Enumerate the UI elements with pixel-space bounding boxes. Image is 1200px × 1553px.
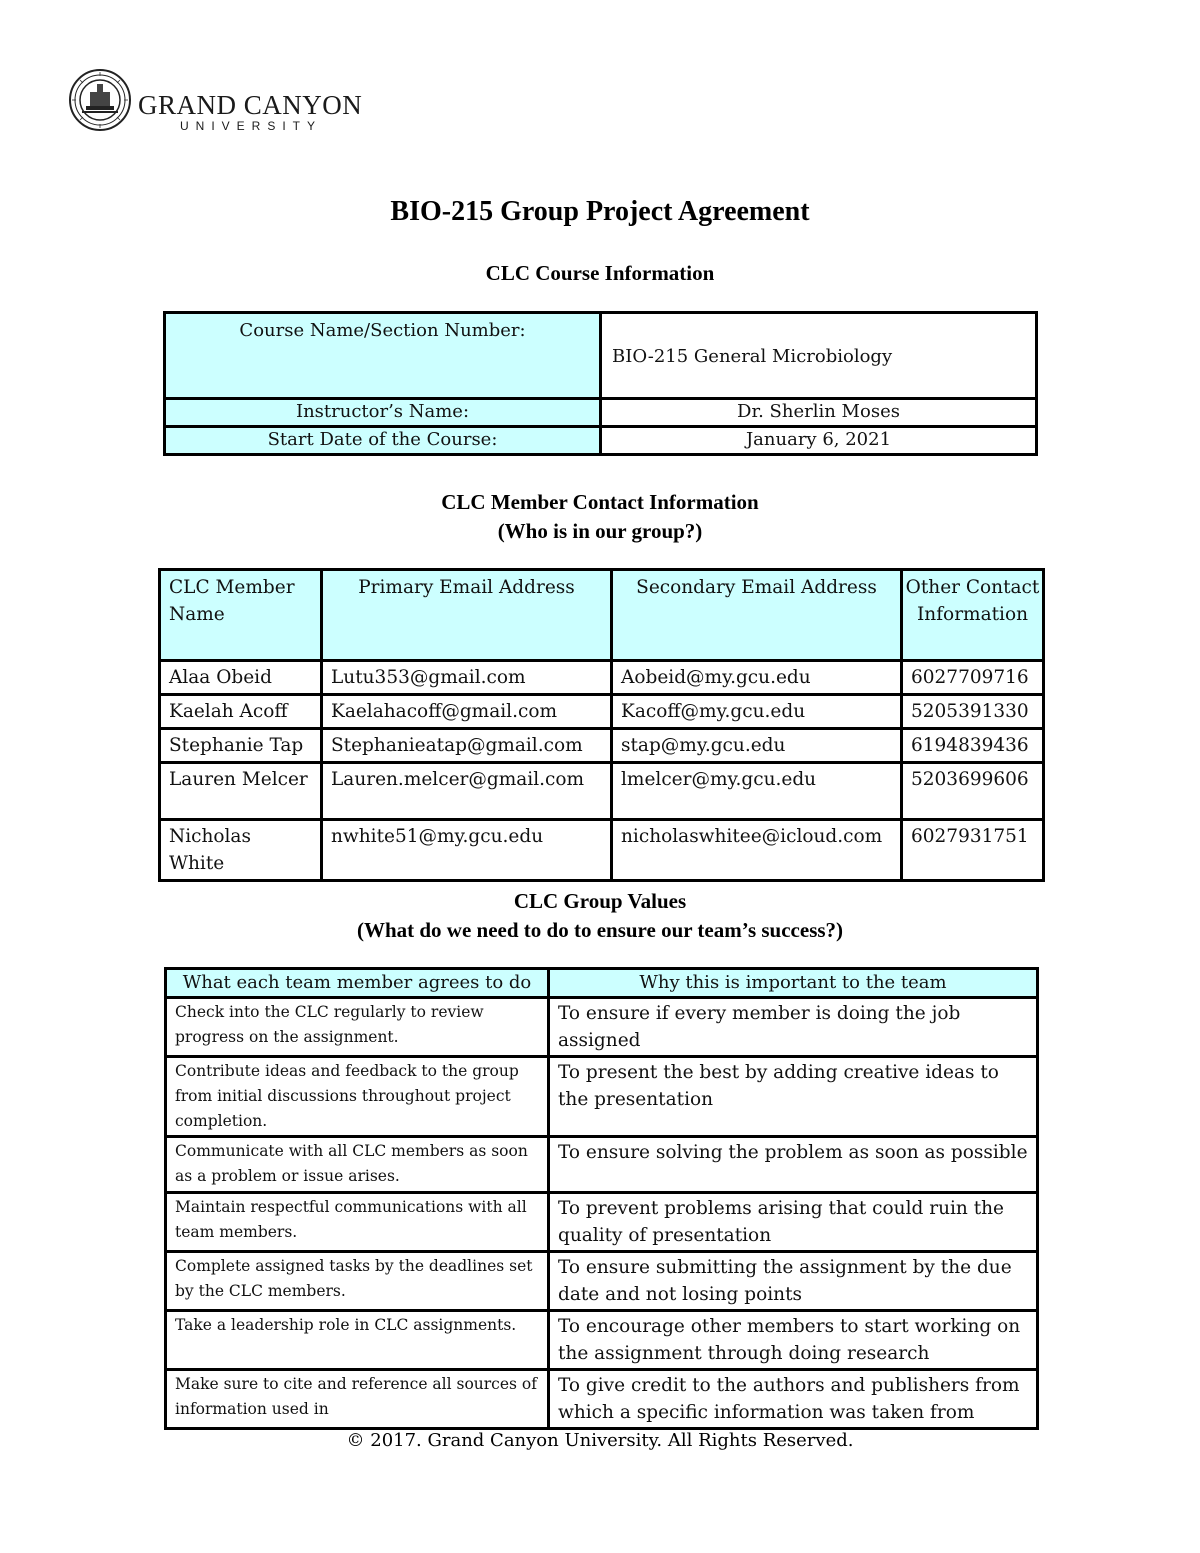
importance-text: To present the best by adding creative ideas to the presentation [549,1057,1038,1137]
member-name: Kaelah Acoff [160,695,322,729]
university-logo [68,68,363,134]
values-table-header [166,969,1038,998]
secondary-email: stap@my.gcu.edu [612,729,902,763]
table-row [160,695,1044,729]
course-info-heading: CLC Course Information [485,261,715,285]
other-contact: 6194839436 [902,729,1044,763]
member-name: Nicholas White [160,820,322,881]
column-header: Secondary Email Address [612,570,902,661]
logo-subtitle: UNIVERSITY [180,119,323,133]
table-row [160,661,1044,695]
agreement-text: Make sure to cite and reference all sources of information used in [166,1370,549,1429]
importance-text: To give credit to the authors and publishers from which a specific information was taken from [549,1370,1038,1429]
other-contact: 6027931751 [902,820,1044,881]
agreement-text: Take a leadership role in CLC assignments. [166,1311,549,1370]
table-row [160,729,1044,763]
table-row [166,1137,1038,1193]
primary-email: Kaelahacoff@gmail.com [322,695,612,729]
column-header: Other Contact Information [902,570,1044,661]
importance-text: To encourage other members to start working on the assignment through doing research [549,1311,1038,1370]
other-contact: 5205391330 [902,695,1044,729]
agreement-text: Contribute ideas and feedback to the group from initial discussions throughout project completion. [166,1057,549,1137]
group-values-heading: CLC Group Values [513,889,687,913]
table-row [166,1193,1038,1252]
document-title: BIO-215 Group Project Agreement [390,196,810,227]
member-name: Alaa Obeid [160,661,322,695]
instructor-label-cell: Instructor’s Name: [165,399,601,427]
column-header: Primary Email Address [322,570,612,661]
table-row [160,820,1044,881]
primary-email: Lauren.melcer@gmail.com [322,763,612,820]
importance-text: To prevent problems arising that could ruin the quality of presentation [549,1193,1038,1252]
agreement-text: Communicate with all CLC members as soon as a problem or issue arises. [166,1137,549,1193]
course-value-cell: BIO-215 General Microbiology [601,313,1037,399]
table-row [166,1057,1038,1137]
primary-email: Lutu353@gmail.com [322,661,612,695]
group-values-table [164,967,1039,1430]
member-info-subheading: (Who is in our group?) [497,519,703,543]
importance-text: To ensure submitting the assignment by the due date and not losing points [549,1252,1038,1311]
member-contact-table [158,568,1045,882]
table-row [166,1252,1038,1311]
group-values-subheading: (What do we need to do to ensure our team’s success?) [356,918,844,942]
column-header: What each team member agrees to do [166,969,549,998]
secondary-email: Aobeid@my.gcu.edu [612,661,902,695]
instructor-value-cell: Dr. Sherlin Moses [601,399,1037,427]
agreement-text: Maintain respectful communications with all team members. [166,1193,549,1252]
column-header: Why this is important to the team [549,969,1038,998]
table-row [166,1370,1038,1429]
importance-text: To ensure solving the problem as soon as possible [549,1137,1038,1193]
agreement-text: Complete assigned tasks by the deadlines set by the CLC members. [166,1252,549,1311]
table-row [166,1311,1038,1370]
secondary-email: lmelcer@my.gcu.edu [612,763,902,820]
secondary-email: Kacoff@my.gcu.edu [612,695,902,729]
course-info-table [163,311,1038,456]
agreement-text: Check into the CLC regularly to review progress on the assignment. [166,998,549,1057]
start-date-value-cell: January 6, 2021 [601,427,1037,455]
primary-email: nwhite51@my.gcu.edu [322,820,612,881]
course-label-cell: Course Name/Section Number: [165,313,601,399]
table-row [166,998,1038,1057]
other-contact: 5203699606 [902,763,1044,820]
member-name: Lauren Melcer [160,763,322,820]
column-header: CLC Member Name [160,570,322,661]
copyright-footer: © 2017. Grand Canyon University. All Rights Reserved. [346,1430,854,1451]
table-row [160,763,1044,820]
secondary-email: nicholaswhitee@icloud.com [612,820,902,881]
other-contact: 6027709716 [902,661,1044,695]
start-date-label-cell: Start Date of the Course: [165,427,601,455]
member-table-header [160,570,1044,661]
university-seal-icon [68,68,132,132]
logo-wordmark: GRAND CANYON [138,90,363,120]
primary-email: Stephanieatap@gmail.com [322,729,612,763]
member-name: Stephanie Tap [160,729,322,763]
importance-text: To ensure if every member is doing the job assigned [549,998,1038,1057]
member-info-heading: CLC Member Contact Information [441,490,759,514]
